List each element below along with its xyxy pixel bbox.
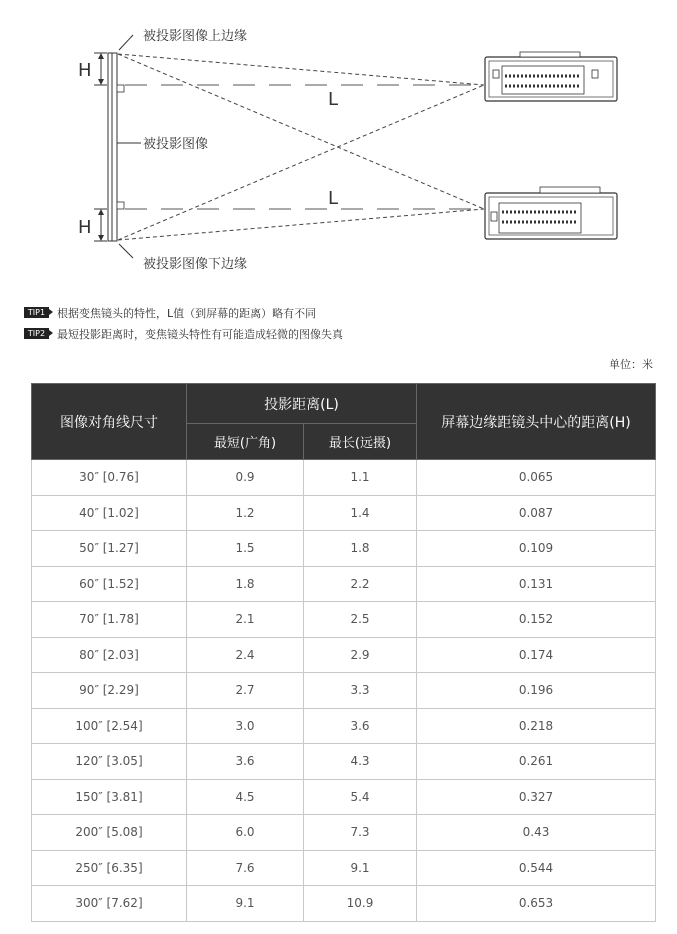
cell-size: 80″ [2.03] [32, 637, 187, 673]
header-size: 图像对角线尺寸 [32, 384, 187, 460]
header-height: 屏幕边缘距镜头中心的距离(H) [417, 384, 656, 460]
cell-shortest: 4.5 [187, 779, 304, 815]
cell-shortest: 3.0 [187, 708, 304, 744]
cell-height: 0.109 [417, 531, 656, 567]
cell-shortest: 1.5 [187, 531, 304, 567]
cell-size: 120″ [3.05] [32, 744, 187, 780]
cell-height: 0.174 [417, 637, 656, 673]
cell-size: 150″ [3.81] [32, 779, 187, 815]
l-label-bottom: L [328, 188, 339, 209]
header-longest: 最长(远摄) [304, 424, 417, 460]
table-row [32, 602, 656, 638]
tip-1-text: 根据变焦镜头的特性，L值（到屏幕的距离）略有不同 [57, 306, 317, 320]
cell-height: 0.544 [417, 850, 656, 886]
cell-height: 0.261 [417, 744, 656, 780]
cell-size: 200″ [5.08] [32, 815, 187, 851]
cell-size: 30″ [0.76] [32, 460, 187, 496]
label-bottom-edge: 被投影图像下边缘 [143, 257, 248, 272]
cell-longest: 9.1 [304, 850, 417, 886]
cell-longest: 5.4 [304, 779, 417, 815]
cell-longest: 10.9 [304, 886, 417, 922]
cell-size: 50″ [1.27] [32, 531, 187, 567]
cell-shortest: 0.9 [187, 460, 304, 496]
cell-shortest: 7.6 [187, 850, 304, 886]
l-label-top: L [328, 89, 339, 110]
header-shortest: 最短(广角) [187, 424, 304, 460]
cell-height: 0.087 [417, 495, 656, 531]
cell-shortest: 2.1 [187, 602, 304, 638]
screen-mark-bottom [117, 202, 124, 209]
label-image: 被投影图像 [143, 137, 209, 152]
table-row [32, 708, 656, 744]
cell-height: 0.152 [417, 602, 656, 638]
cell-height: 0.653 [417, 886, 656, 922]
table-row [32, 460, 656, 496]
table-body [32, 460, 656, 922]
cell-shortest: 2.4 [187, 637, 304, 673]
screen-mark-top [117, 85, 124, 92]
cell-size: 60″ [1.52] [32, 566, 187, 602]
cell-longest: 2.5 [304, 602, 417, 638]
distance-table [31, 383, 656, 922]
h-label-top: H [78, 60, 92, 81]
cell-size: 250″ [6.35] [32, 850, 187, 886]
table-row [32, 673, 656, 709]
cell-shortest: 1.8 [187, 566, 304, 602]
unit-label: 单位：米 [609, 358, 653, 371]
projection-diagram [0, 0, 677, 290]
tip-2-text: 最短投影距离时，变焦镜头特性有可能造成轻微的图像失真 [57, 327, 343, 341]
table-row [32, 779, 656, 815]
cell-shortest: 6.0 [187, 815, 304, 851]
tip-2-badge: TIP2 [24, 328, 49, 339]
table-row [32, 637, 656, 673]
cell-size: 40″ [1.02] [32, 495, 187, 531]
tip-1 [24, 302, 343, 323]
projector-top-icon [485, 52, 617, 101]
table-row [32, 815, 656, 851]
cell-shortest: 2.7 [187, 673, 304, 709]
cell-size: 90″ [2.29] [32, 673, 187, 709]
table-row [32, 566, 656, 602]
table-row [32, 850, 656, 886]
projector-bottom-icon [485, 187, 617, 239]
cell-height: 0.131 [417, 566, 656, 602]
label-top-edge: 被投影图像上边缘 [143, 29, 248, 44]
table-row [32, 495, 656, 531]
cell-longest: 3.6 [304, 708, 417, 744]
cell-size: 70″ [1.78] [32, 602, 187, 638]
cell-height: 0.43 [417, 815, 656, 851]
cell-longest: 2.9 [304, 637, 417, 673]
table-row [32, 886, 656, 922]
table-row [32, 531, 656, 567]
cell-height: 0.218 [417, 708, 656, 744]
cell-longest: 4.3 [304, 744, 417, 780]
cell-longest: 2.2 [304, 566, 417, 602]
cell-longest: 1.4 [304, 495, 417, 531]
cell-size: 100″ [2.54] [32, 708, 187, 744]
tip-2 [24, 323, 343, 344]
table-row [32, 744, 656, 780]
cell-shortest: 9.1 [187, 886, 304, 922]
cell-height: 0.065 [417, 460, 656, 496]
cell-height: 0.327 [417, 779, 656, 815]
cell-longest: 3.3 [304, 673, 417, 709]
cell-size: 300″ [7.62] [32, 886, 187, 922]
cell-longest: 1.8 [304, 531, 417, 567]
cell-longest: 1.1 [304, 460, 417, 496]
cell-shortest: 3.6 [187, 744, 304, 780]
tip-1-badge: TIP1 [24, 307, 49, 318]
cell-longest: 7.3 [304, 815, 417, 851]
cell-height: 0.196 [417, 673, 656, 709]
header-distance: 投影距离(L) [187, 384, 417, 424]
tips-section [24, 302, 343, 344]
h-label-bottom: H [78, 217, 92, 238]
cell-shortest: 1.2 [187, 495, 304, 531]
